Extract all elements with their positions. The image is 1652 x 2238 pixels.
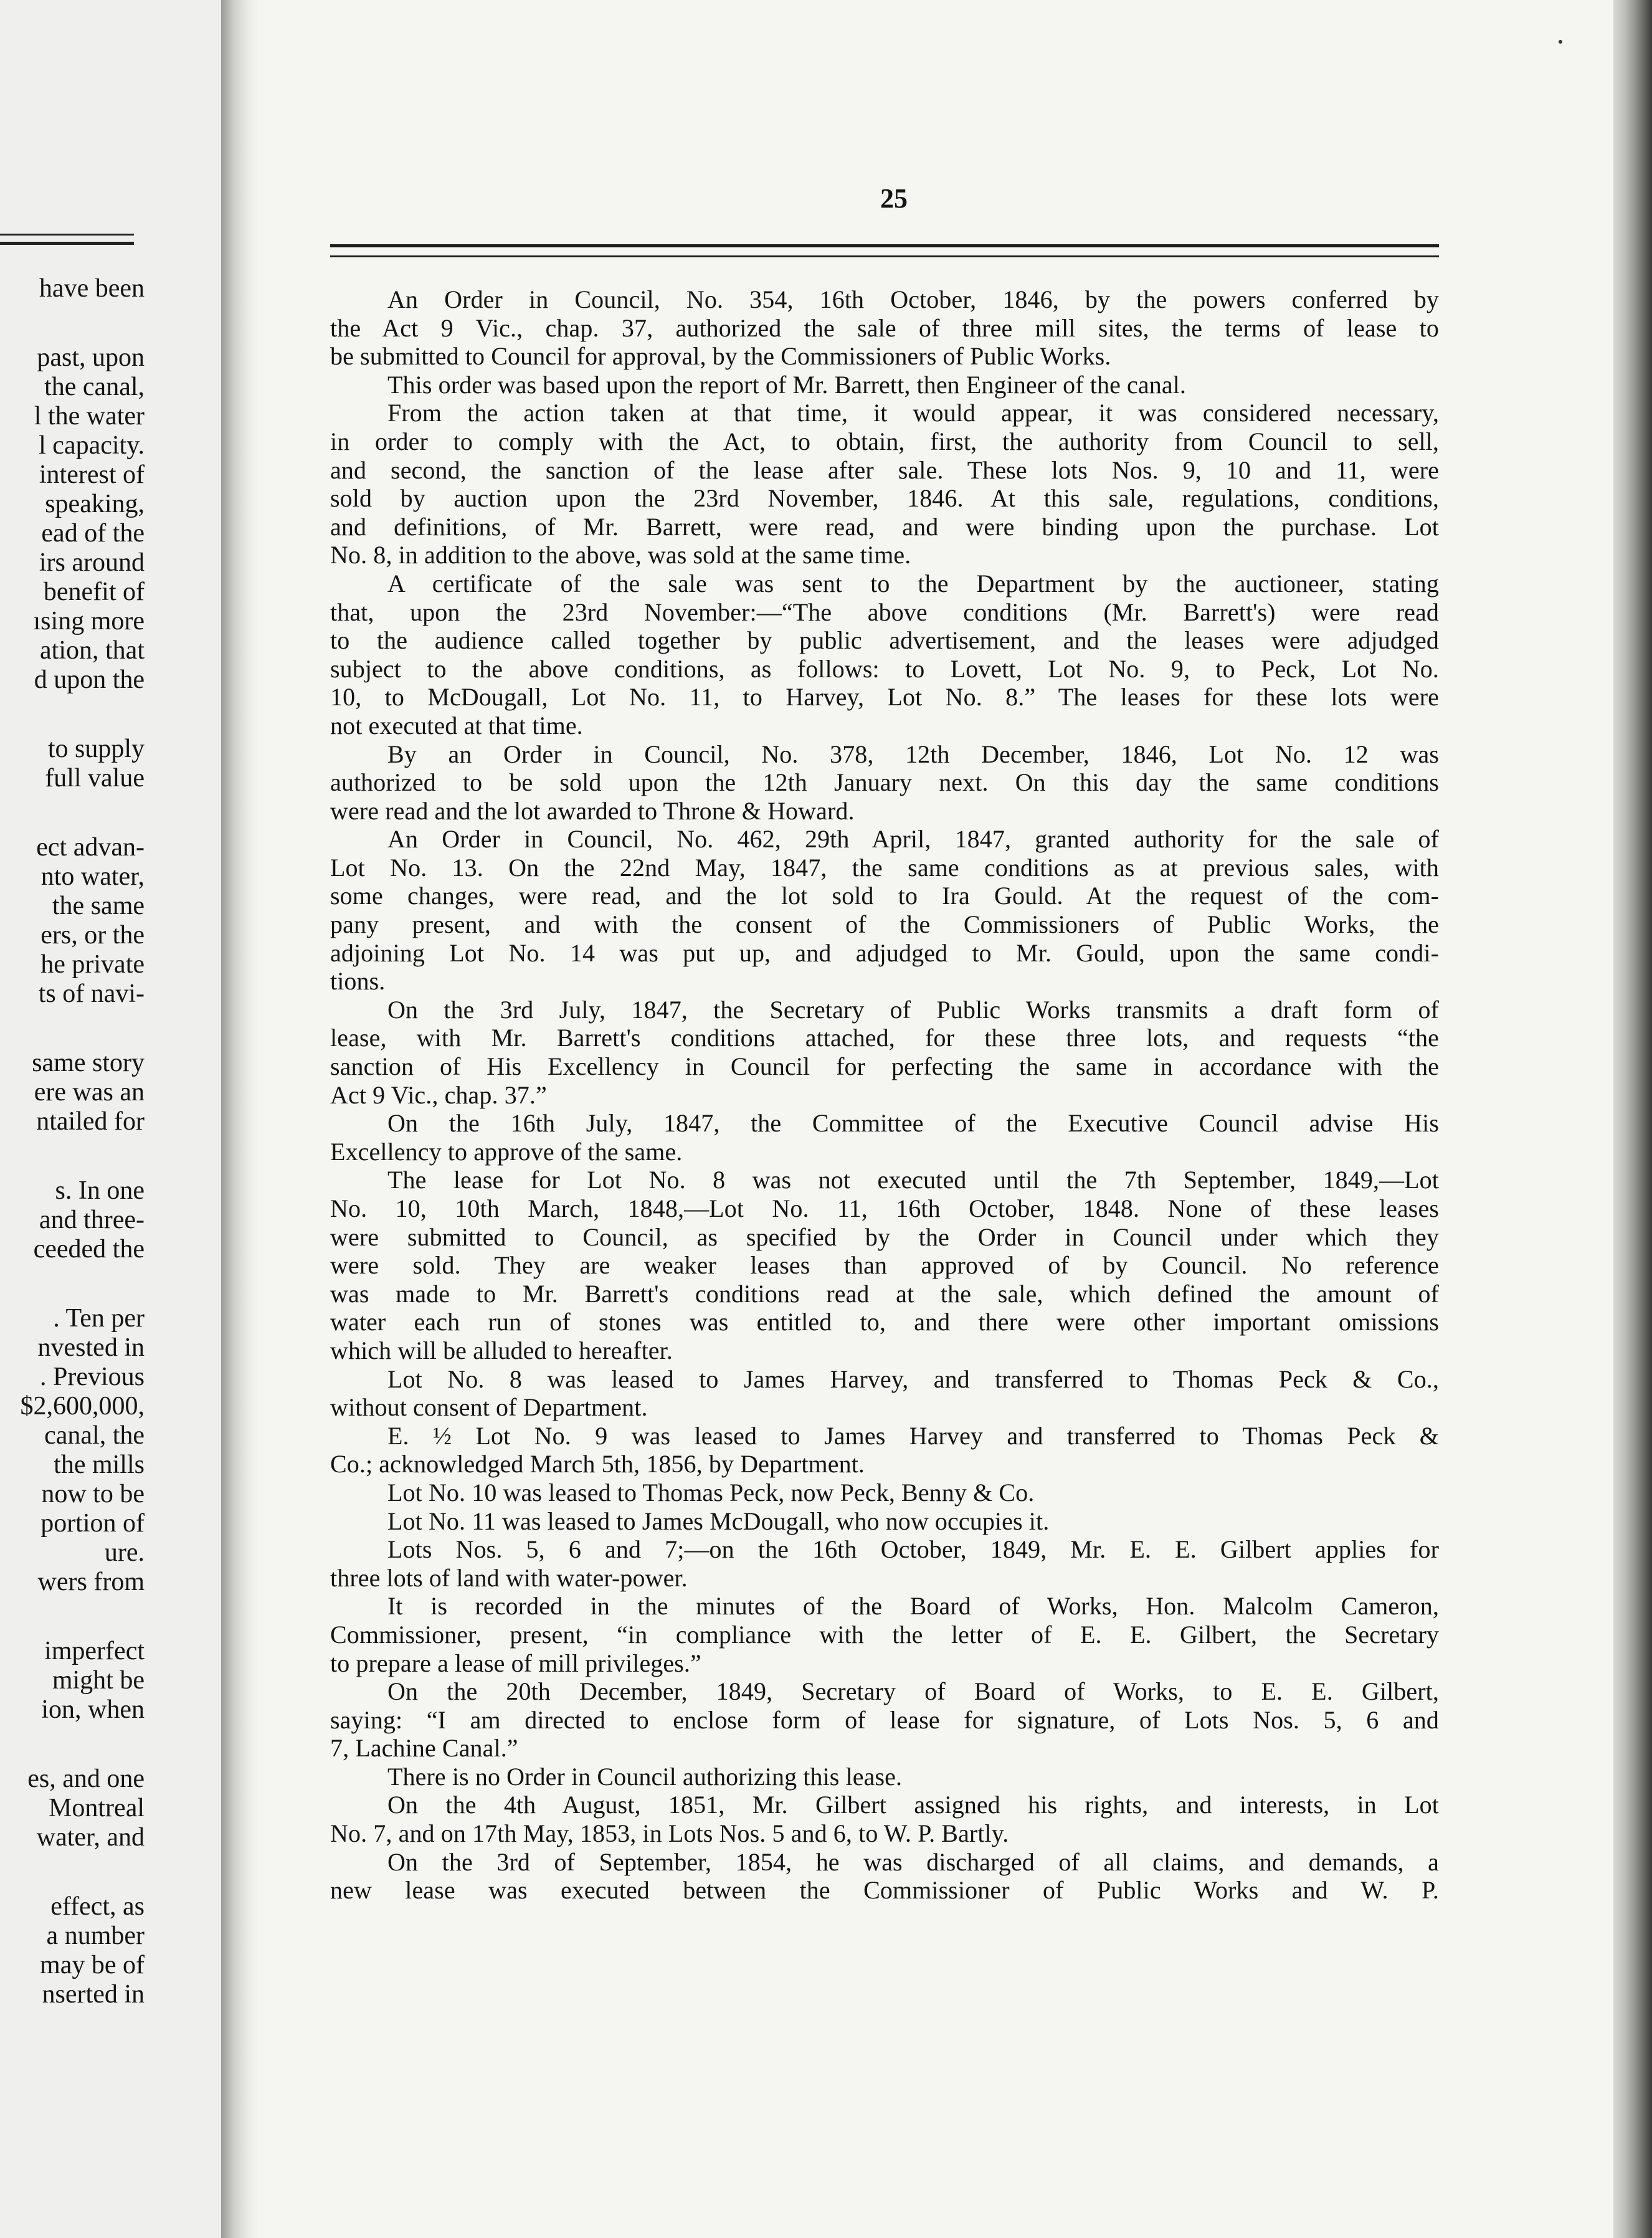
previous-page-line: ts of navi-: [38, 979, 145, 1008]
text-line: On the 3rd of September, 1854, he was discharged of all claims, and demands, a: [387, 1847, 1439, 1876]
text-line: lease, with Mr. Barrett's conditions attached, for these three lots, and requests “the: [330, 1024, 1439, 1052]
previous-page-line: speaking,: [45, 490, 145, 518]
previous-page-line: to supply: [47, 735, 145, 763]
book-gutter: [221, 0, 259, 2238]
text-line: were read and the lot awarded to Throne & Howard.: [330, 796, 855, 825]
text-line: On the 3rd July, 1847, the Secretary of Public Works transmits a draft form of: [387, 995, 1439, 1024]
text-line: be submitted to Council for approval, by the Commissioners of Public Works.: [330, 342, 1111, 371]
previous-page-line: ead of the: [41, 519, 145, 548]
previous-page-line: the same: [52, 892, 145, 920]
text-line: not executed at that time.: [330, 711, 583, 740]
previous-page-line: benefit of: [43, 578, 145, 606]
previous-page-line: [6, 695, 145, 735]
previous-page-line: $2,600,000,: [20, 1392, 145, 1421]
text-line: to the audience called together by public advertisement, and the leases were adjudged: [330, 626, 1439, 655]
text-line: pany present, and with the consent of the Commissioners of Public Works, the: [330, 910, 1439, 939]
text-line: saying: “I am directed to enclose form of lease for signature, of Lots Nos. 5, 6 and: [330, 1705, 1439, 1734]
previous-page-text: [6, 274, 218, 2009]
text-line: There is no Order in Council authorizing this lease.: [387, 1762, 903, 1791]
previous-page-line: . Previous: [40, 1363, 145, 1391]
text-line: No. 8, in addition to the above, was sold at the same time.: [330, 541, 911, 569]
previous-page-line: may be of: [40, 1951, 145, 1979]
previous-page-line: interest of: [39, 460, 145, 489]
text-line: that, upon the 23rd November:—“The above conditions (Mr. Barrett's) were read: [330, 598, 1439, 626]
previous-page-line: might be: [52, 1666, 145, 1695]
text-line: On the 4th August, 1851, Mr. Gilbert assigned his rights, and interests, in Lot: [387, 1791, 1439, 1819]
text-line: sold by auction upon the 23rd November, 1846. At this sale, regulations, conditions,: [330, 484, 1439, 513]
previous-page-line: the mills: [54, 1450, 145, 1479]
previous-page-line: s. In one: [55, 1176, 145, 1205]
previous-page-line: and three-: [39, 1206, 145, 1234]
previous-page-line: ion, when: [41, 1695, 145, 1724]
print-speck: [1559, 40, 1562, 44]
text-line: Act 9 Vic., chap. 37.”: [330, 1080, 547, 1109]
text-line: This order was based upon the report of Mr. Barrett, then Engineer of the canal.: [387, 370, 1187, 399]
previous-page-line: nvested in: [37, 1333, 145, 1362]
text-line: without consent of Department.: [330, 1393, 648, 1422]
text-line: new lease was executed between the Commissioner of Public Works and W. P.: [330, 1876, 1439, 1905]
text-line: By an Order in Council, No. 378, 12th December, 1846, Lot No. 12 was: [387, 740, 1439, 768]
text-line: three lots of land with water-power.: [330, 1563, 688, 1592]
previous-page-line: same story: [32, 1049, 145, 1077]
previous-page-line: wers from: [37, 1568, 145, 1596]
previous-page-line: full value: [45, 764, 145, 793]
previous-page-line: [6, 1136, 145, 1176]
text-line: A certificate of the sale was sent to the Department by the auctioneer, stating: [387, 569, 1439, 598]
previous-page-line: nserted in: [42, 1980, 145, 2009]
text-line: which will be alluded to hereafter.: [330, 1336, 673, 1364]
text-line: On the 16th July, 1847, the Committee of the Executive Council advise His: [387, 1109, 1439, 1138]
previous-page-line: water, and: [36, 1823, 145, 1852]
previous-page-line: l capacity.: [39, 431, 145, 460]
text-line: some changes, were read, and the lot sold to Ira Gould. At the request of the com-: [330, 882, 1439, 910]
previous-page-line: ect advan-: [36, 833, 145, 862]
text-line: No. 10, 10th March, 1848,—Lot No. 11, 16th October, 1848. None of these leases: [330, 1194, 1439, 1222]
previous-page-rule: [0, 242, 134, 245]
body-text: [330, 285, 1439, 1905]
previous-page-line: Montreal: [49, 1794, 145, 1822]
previous-page-line: ceeded the: [33, 1235, 145, 1264]
text-line: were sold. They are weaker leases than approved of by Council. No reference: [330, 1251, 1439, 1280]
text-line: Lot No. 10 was leased to Thomas Peck, now Peck, Benny & Co.: [387, 1478, 1035, 1507]
text-line: adjoining Lot No. 14 was put up, and adjudged to Mr. Gould, upon the same condi-: [330, 938, 1439, 967]
previous-page-line: have been: [39, 274, 145, 303]
previous-page-line: [6, 1009, 145, 1049]
text-line: the Act 9 Vic., chap. 37, authorized the sale of three mill sites, the terms of lease to: [330, 313, 1439, 342]
text-line: Lot No. 8 was leased to James Harvey, and transferred to Thomas Peck & Co.,: [387, 1364, 1439, 1393]
previous-page-line: imperfect: [44, 1637, 145, 1665]
header-rule: [330, 255, 1439, 257]
text-line: It is recorded in the minutes of the Board of Works, Hon. Malcolm Cameron,: [387, 1592, 1439, 1621]
text-line: No. 7, and on 17th May, 1853, in Lots Nos. 5 and 6, to W. P. Bartly.: [330, 1819, 1009, 1848]
previous-page-line: ısing more: [33, 607, 145, 636]
text-line: to prepare a lease of mill privileges.”: [330, 1649, 701, 1677]
previous-page-line: ere was an: [34, 1078, 145, 1107]
text-line: tions.: [330, 967, 386, 996]
text-line: E. ½ Lot No. 9 was leased to James Harvey and transferred to Thomas Peck &: [387, 1421, 1439, 1450]
previous-page-line: [6, 1725, 145, 1764]
previous-page-line: ntailed for: [36, 1107, 145, 1136]
text-line: 7, Lachine Canal.”: [330, 1734, 518, 1763]
previous-page-line: . Ten per: [53, 1304, 145, 1333]
text-line: water each run of stones was entitled to, and there were other important omissions: [330, 1308, 1439, 1336]
text-line: The lease for Lot No. 8 was not executed until the 7th September, 1849,—Lot: [387, 1166, 1439, 1194]
previous-page-line: es, and one: [27, 1764, 145, 1793]
text-line: Commissioner, present, “in compliance with the letter of E. E. Gilbert, the Secretary: [330, 1620, 1439, 1649]
previous-page-line: [6, 1852, 145, 1892]
previous-page-line: he private: [40, 950, 145, 979]
previous-page-line: [6, 1597, 145, 1637]
previous-page-line: ers, or the: [40, 921, 145, 950]
previous-page-line: canal, the: [44, 1421, 145, 1450]
previous-page-fragment: [0, 0, 221, 2238]
previous-page-line: l the water: [34, 402, 145, 431]
text-line: An Order in Council, No. 462, 29th April, 1847, granted authority for the sale of: [387, 825, 1439, 854]
previous-page-line: d upon the: [34, 665, 145, 694]
text-line: Co.; acknowledged March 5th, 1856, by Department.: [330, 1450, 865, 1479]
page-number: 25: [880, 183, 908, 214]
previous-page-line: nto water,: [40, 862, 145, 891]
text-line: Excellency to approve of the same.: [330, 1137, 683, 1166]
previous-page-line: a number: [46, 1921, 145, 1950]
text-line: sanction of His Excellency in Council for perfecting the same in accordance with the: [330, 1052, 1439, 1081]
text-line: 10, to McDougall, Lot No. 11, to Harvey, Lot No. 8.” The leases for these lots were: [330, 683, 1439, 712]
previous-page-line: [6, 1264, 145, 1304]
previous-page-line: now to be: [41, 1480, 145, 1508]
text-line: and definitions, of Mr. Barrett, were read, and were binding upon the purchase. Lot: [330, 512, 1439, 541]
previous-page-line: ation, that: [40, 636, 145, 665]
previous-page-rule: [0, 234, 134, 236]
header-rule: [330, 244, 1439, 247]
previous-page-line: [6, 303, 145, 343]
previous-page-line: portion of: [40, 1509, 145, 1538]
text-line: Lot No. 11 was leased to James McDougall, who now occupies it.: [387, 1507, 1050, 1535]
previous-page-line: effect, as: [50, 1892, 145, 1921]
text-line: From the action taken at that time, it would appear, it was considered necessary,: [387, 399, 1439, 427]
text-line: Lots Nos. 5, 6 and 7;—on the 16th October, 1849, Mr. E. E. Gilbert applies for: [387, 1535, 1439, 1564]
text-line: and second, the sanction of the lease after sale. These lots Nos. 9, 10 and 11, were: [330, 455, 1439, 484]
text-line: were submitted to Council, as specified by the Order in Council under which they: [330, 1222, 1439, 1251]
text-line: was made to Mr. Barrett's conditions read at the sale, which defined the amount of: [330, 1279, 1439, 1308]
page-edge: [1613, 0, 1652, 2238]
text-line: subject to the above conditions, as follows: to Lovett, Lot No. 9, to Peck, Lot No.: [330, 654, 1439, 683]
previous-page-line: the canal,: [44, 373, 145, 401]
text-line: Lot No. 13. On the 22nd May, 1847, the same conditions as at previous sales, with: [330, 853, 1439, 882]
text-line: On the 20th December, 1849, Secretary of Board of Works, to E. E. Gilbert,: [387, 1677, 1439, 1706]
previous-page-line: past, upon: [37, 343, 145, 372]
text-line: in order to comply with the Act, to obtain, first, the authority from Council to sell,: [330, 427, 1439, 455]
previous-page-line: ure.: [104, 1538, 145, 1567]
text-line: An Order in Council, No. 354, 16th October, 1846, by the powers conferred by: [387, 285, 1439, 313]
previous-page-line: [6, 793, 145, 833]
text-line: authorized to be sold upon the 12th January next. On this day the same conditions: [330, 768, 1439, 797]
previous-page-line: irs around: [39, 548, 145, 577]
